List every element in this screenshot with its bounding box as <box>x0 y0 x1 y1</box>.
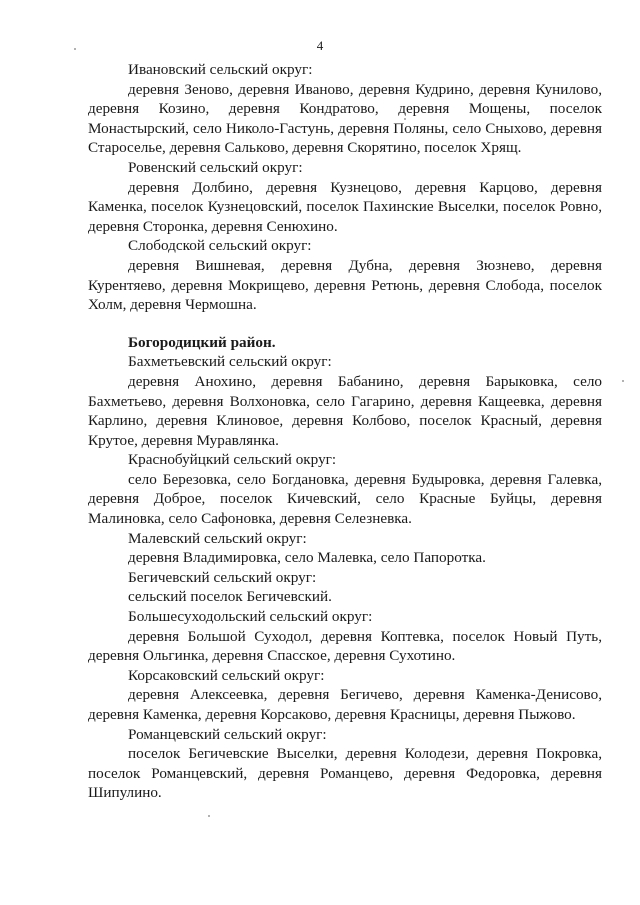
scan-speck <box>74 48 76 50</box>
settlement-list: деревня Алексеевка, деревня Бегичево, деревня Каменка-Денисово, деревня Каменка, деревня Корсаково, деревня Красницы, деревня Пыжово. <box>88 686 602 723</box>
settlement-list: деревня Анохино, деревня Бабанино, деревня Барыковка, село Бахметьево, деревня Волхоновка, село Гагарино, деревня Кащеевка, деревня Карлино, деревня Клиновое, деревня Колбово, поселок Красный, деревня Крутое, деревня Муравлянка. <box>88 372 602 449</box>
okrug-heading: Малевский сельский округ: <box>128 529 307 547</box>
okrug-heading: Романцевский сельский округ: <box>128 725 327 743</box>
settlement-list: деревня Владимировка, село Малевка, село Папоротка. <box>128 549 486 567</box>
okrug-heading: Ивановский сельский округ: <box>128 61 313 78</box>
settlement-list: деревня Долбино, деревня Кузнецово, деревня Карцово, деревня Каменка, поселок Кузнецовский, поселок Пахинские Выселки, поселок Ровно, деревня Сторонка, деревня Сенюхино. <box>88 178 602 235</box>
settlement-list: деревня Вишневая, деревня Дубна, деревня Зюзнево, деревня Курентяево, деревня Мокрищево, деревня Ретюнь, деревня Слобода, поселок Холм, деревня Чермошна. <box>88 256 602 314</box>
page-number: 4 <box>316 38 324 53</box>
settlement-list: деревня Большой Суходол, деревня Коптевка, поселок Новый Путь, деревня Ольгинка, деревня Спасское, деревня Сухотино. <box>88 627 602 665</box>
okrug-heading: Бахметьевский сельский округ: <box>128 353 332 371</box>
document-body <box>88 60 602 803</box>
settlement-list: деревня Зеново, деревня Иваново, деревня Кудрино, деревня Кунилово, деревня Козино, деревня Кондратово, деревня Мощены, поселок Монастырский, село Николо-Гастунь, деревня Поляны, село Сныхово, деревня Староселье, деревня Сальково, деревня Скорятино, поселок Хрящ. <box>88 80 602 157</box>
okrug-heading: Слободской сельский округ: <box>128 237 312 255</box>
okrug-heading: Краснобуйцкий сельский округ: <box>128 451 337 469</box>
okrug-heading: Ровенский сельский округ: <box>128 158 303 176</box>
okrug-heading: Корсаковский сельский округ: <box>128 666 325 684</box>
settlement-list: поселок Бегичевские Выселки, деревня Колодези, деревня Покровка, поселок Романцевский, деревня Романцево, деревня Федоровка, деревня Шипулино. <box>88 745 602 802</box>
okrug-heading: Бегичевский сельский округ: <box>128 568 317 586</box>
settlement-list: село Березовка, село Богдановка, деревня Будыровка, деревня Галевка, деревня Доброе, поселок Кичевский, село Красные Буйцы, деревня Малиновка, село Сафоновка, деревня Селезневка. <box>88 470 602 528</box>
scan-speck <box>622 380 624 382</box>
district-section <box>88 333 602 803</box>
okrug-heading: Большесуходольский сельский округ: <box>128 608 373 626</box>
district-section <box>88 60 602 315</box>
district-heading: Богородицкий район. <box>128 333 276 351</box>
settlement-list: сельский поселок Бегичевский. <box>128 588 332 606</box>
scan-speck <box>208 815 210 817</box>
